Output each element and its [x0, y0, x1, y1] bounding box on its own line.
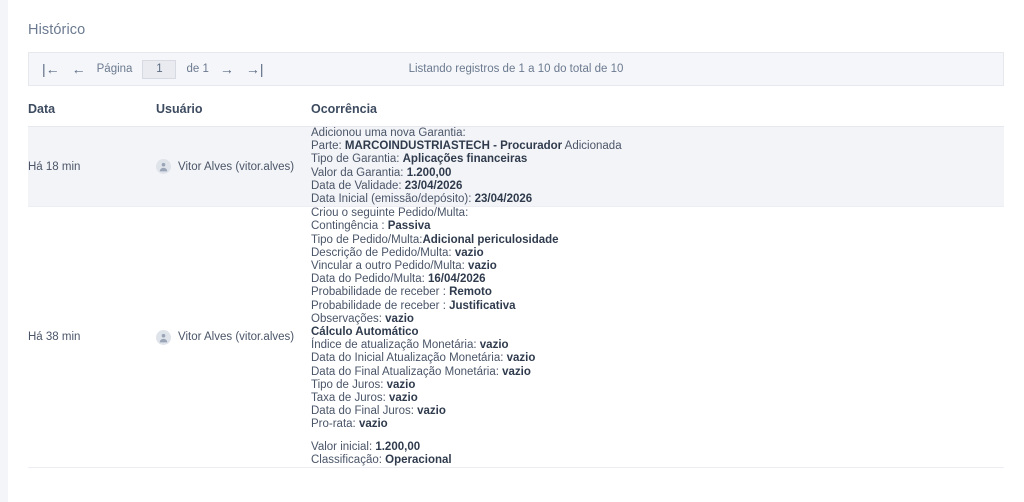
- occurrence-line: Classificação: Operacional: [311, 453, 452, 466]
- occurrence-line: Índice de atualização Monetária: vazio: [311, 339, 509, 352]
- user-avatar-icon: [156, 330, 171, 345]
- occurrence-line: Cálculo Automático: [311, 326, 419, 339]
- left-rail: [0, 0, 8, 502]
- cell-occurrence: [311, 207, 1004, 468]
- occurrence-line: Data de Validade: 23/04/2026: [311, 179, 463, 192]
- table-body: [28, 127, 1004, 468]
- user-cell: [156, 159, 311, 174]
- occurrence-line: Data do Final Juros: vazio: [311, 405, 446, 418]
- page-title: Histórico: [28, 22, 86, 38]
- listing-summary: Listando registros de 1 a 10 do total de 10: [408, 63, 624, 75]
- occurrence-line: Valor inicial: 1.200,00: [311, 440, 421, 453]
- user-avatar-icon: [156, 159, 171, 174]
- user-name: Vitor Alves (vitor.alves): [178, 331, 295, 344]
- prev-page-icon[interactable]: ←: [71, 61, 86, 77]
- table-row[interactable]: [28, 127, 1004, 207]
- pagination-toolbar: [28, 52, 1004, 86]
- occurrence-line: Parte: MARCOINDUSTRIASTECH - Procurador Adicionada: [311, 140, 622, 153]
- occurrence-line: Data do Pedido/Multa: 16/04/2026: [311, 273, 486, 286]
- occurrence-line: Pro-rata: vazio: [311, 418, 388, 431]
- cell-user: [156, 127, 311, 207]
- occurrence-line: Criou o seguinte Pedido/Multa:: [311, 207, 469, 220]
- occurrence-line: Taxa de Juros: vazio: [311, 392, 418, 405]
- occurrence-line: Valor da Garantia: 1.200,00: [311, 166, 452, 179]
- table-row[interactable]: [28, 207, 1004, 468]
- table-header: [28, 86, 1004, 127]
- page-total-label: de 1: [186, 63, 209, 75]
- user-name: Vitor Alves (vitor.alves): [178, 160, 295, 173]
- last-page-icon[interactable]: →|: [245, 61, 264, 77]
- occurrence-line: Tipo de Juros: vazio: [311, 378, 416, 391]
- cell-occurrence: [311, 127, 1004, 207]
- occurrence-line: Probabilidade de receber : Remoto: [311, 286, 492, 299]
- occurrence-line: Vincular a outro Pedido/Multa: vazio: [311, 260, 497, 273]
- occurrence-line: Observações: vazio: [311, 312, 414, 325]
- occurrence-line: Contingência : Passiva: [311, 220, 431, 233]
- occurrence-line: Descrição de Pedido/Multa: vazio: [311, 246, 484, 259]
- column-header-data: Data: [28, 86, 156, 127]
- column-header-user: Usuário: [156, 86, 311, 127]
- cell-date: Há 38 min: [28, 207, 156, 468]
- occurrence-spacer: [311, 432, 1004, 441]
- cell-user: [156, 207, 311, 468]
- occurrence-line: Tipo de Pedido/Multa:Adicional periculosidade: [311, 233, 559, 246]
- cell-date: Há 18 min: [28, 127, 156, 207]
- first-page-icon[interactable]: |←: [42, 61, 60, 77]
- history-table: [28, 86, 1004, 468]
- page-label: Página: [96, 63, 133, 75]
- user-cell: [156, 330, 311, 345]
- occurrence-line: Adicionou uma nova Garantia:: [311, 127, 466, 139]
- occurrence-line: Data do Inicial Atualização Monetária: vazio: [311, 352, 536, 365]
- occurrence-line: Probabilidade de receber : Justificativa: [311, 299, 516, 312]
- occurrence-line: Data Inicial (emissão/depósito): 23/04/2026: [311, 193, 533, 206]
- occurrence-line: Tipo de Garantia: Aplicações financeiras: [311, 153, 528, 166]
- occurrence-line: Data do Final Atualização Monetária: vazio: [311, 365, 531, 378]
- content-area: [8, 0, 1024, 468]
- column-header-occurrence: Ocorrência: [311, 86, 1004, 127]
- next-page-icon[interactable]: →: [219, 61, 234, 77]
